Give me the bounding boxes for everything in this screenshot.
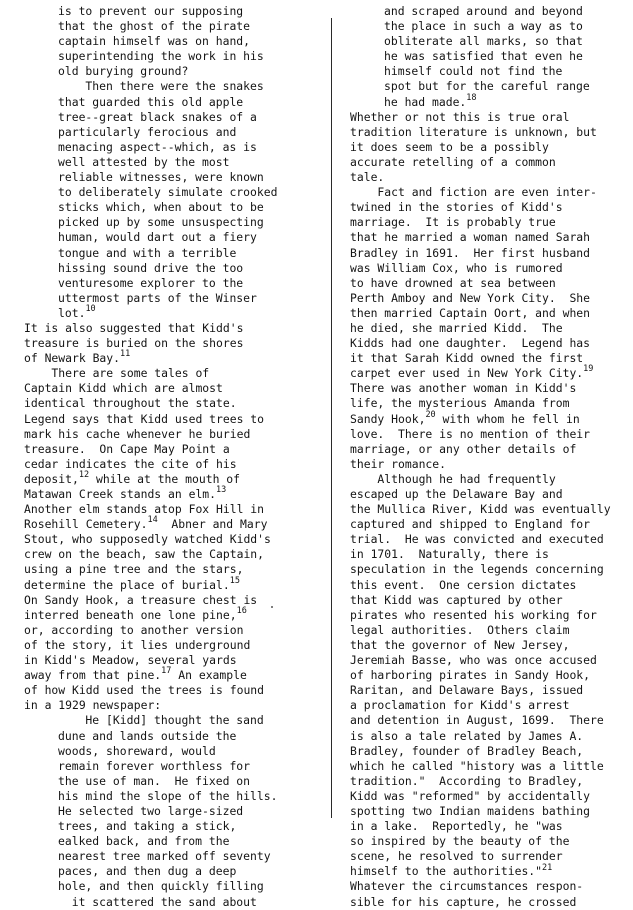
text-line: mark his cache whenever he buried (24, 426, 251, 441)
text-line: life, the mysterious Amanda from (350, 396, 570, 411)
text-line: hole, and then quickly filling (58, 879, 264, 894)
text-line: deposit,$^{12}$ while at the mouth of (24, 470, 240, 486)
text-line: old burying ground? (58, 64, 189, 79)
text-line: Sandy Hook,$^{20}$ with whom he fell in (350, 409, 580, 426)
footnote-ref: 20 (425, 409, 436, 420)
text-line: it that Sarah Kidd owned the first (350, 351, 584, 366)
text-line: speculation in the legends concerning (350, 562, 604, 577)
text-line: tree--great black snakes of a (58, 109, 257, 124)
text-line: pirates who resented his working for (350, 607, 597, 622)
footnote-ref: 12 (78, 470, 90, 481)
text-line: so inspired by the beauty of the (350, 834, 570, 849)
text-line: to deliberately simulate crooked (58, 185, 278, 200)
text-line: It is also suggested that Kidd's (24, 320, 244, 335)
text-line: legal authorities. Others claim (350, 622, 570, 637)
text-line: carpet ever used in New York City.$^{19}$ (350, 364, 594, 381)
text-line: identical throughout the state. (24, 396, 237, 411)
text-line: captured and shipped to England for (350, 517, 591, 532)
text-line: Kidds had one daughter. Legend has (350, 336, 591, 351)
text-line: tradition." According to Bradley, (350, 773, 584, 788)
text-line: dune and lands outside the (58, 728, 237, 743)
text-line: scene, he resolved to surrender (350, 849, 563, 864)
text-line: trees, and taking a stick, (58, 819, 237, 834)
text-line: He selected two large-sized (58, 803, 244, 818)
footnote-ref: 14 (147, 515, 158, 526)
text-line: of harboring pirates in Sandy Hook, (350, 668, 591, 683)
footnote-ref: 10 (85, 304, 96, 315)
text-line: Raritan, and Delaware Bays, issued (350, 683, 584, 698)
paragraph (24, 321, 320, 713)
text-line: that the ghost of the pirate (58, 19, 251, 34)
block-quote (350, 4, 620, 110)
text-line: is to prevent our supposing (58, 4, 244, 18)
text-line: in a lake. Reportedly, he "was (350, 819, 563, 834)
text-line: Rosehill Cemetery.$^{14}$ Abner and Mary (24, 515, 268, 532)
text-line: the place in such a way as to (384, 19, 583, 34)
text-line: and scraped around and beyond (384, 4, 583, 18)
column-divider (331, 18, 332, 818)
text-line: On Sandy Hook, a treasure chest is (24, 592, 258, 607)
text-line: to have drowned at sea between (350, 275, 556, 290)
text-line: of Newark Bay.$^{11}$ (24, 349, 131, 366)
text-line: tongue and with a terrible (58, 245, 237, 260)
text-line: which he called "history was a little (350, 758, 604, 773)
text-line: Whatever the circumstances respon- (350, 879, 584, 894)
right-column (350, 4, 620, 910)
text-line: trial. He was convicted and executed (350, 532, 604, 547)
text-line: twined in the stories of Kidd's (350, 200, 563, 215)
footnote-ref: 13 (216, 485, 227, 496)
text-line: using a pine tree and the stars, (24, 562, 244, 577)
text-line: hissing sound drive the too (58, 260, 244, 275)
text-line: that guarded this old apple (58, 94, 244, 109)
text-line: sticks which, when about to be (58, 200, 264, 215)
text-line: He [Kidd] thought the sand (58, 713, 264, 728)
text-line: tradition literature is unknown, but (350, 124, 597, 139)
text-line: it does seem to be a possibly (350, 139, 549, 154)
text-line: in Kidd's Meadow, several yards (24, 653, 237, 668)
text-line: it scattered the sand about (58, 894, 257, 909)
text-line: Jeremiah Basse, who was once accused (350, 653, 597, 668)
text-line: he died, she married Kidd. The (350, 320, 563, 335)
block-quote (24, 713, 320, 909)
text-line: is also a tale related by James A. (350, 728, 584, 743)
text-line: cedar indicates the cite of his (24, 456, 237, 471)
text-line: love. There is no mention of their (350, 426, 591, 441)
text-line: obliterate all marks, so that (384, 34, 583, 49)
text-line: marriage. It is probably true (350, 215, 556, 230)
text-line: in 1701. Naturally, there is (350, 547, 549, 562)
text-line: lot.$^{10}$ (58, 304, 96, 320)
text-line: spot but for the careful range (384, 79, 590, 94)
text-line: crew on the beach, saw the Captain, (24, 547, 265, 562)
text-line: Bradley in 1691. Her first husband (350, 245, 591, 260)
text-line: Another elm stands atop Fox Hill in (24, 502, 265, 517)
block-quote (24, 4, 320, 79)
text-line: Legend says that Kidd used trees to (24, 411, 265, 426)
text-line: he was satisfied that even he (384, 49, 583, 64)
text-line: Although he had frequently (350, 471, 556, 486)
text-line: of how Kidd used the trees is found (24, 683, 265, 698)
text-line: his mind the slope of the hills. (58, 788, 278, 803)
text-line: sible for his capture, he crossed (350, 894, 577, 909)
text-line: tale. (350, 170, 385, 185)
text-line: Captain Kidd which are almost (24, 381, 223, 396)
text-line: uttermost parts of the Winser (58, 290, 257, 305)
text-line: Perth Amboy and New York City. She (350, 290, 591, 305)
left-column (24, 4, 320, 910)
text-line: accurate retelling of a common (350, 154, 556, 169)
text-line: in a 1929 newspaper: (24, 698, 162, 713)
text-line: away from that pine.$^{17}$ An example (24, 666, 247, 683)
text-line: then married Captain Oort, and when (350, 305, 591, 320)
text-line: that he married a woman named Sarah (350, 230, 591, 245)
text-line: well attested by the most (58, 154, 230, 169)
text-line: woods, shoreward, would (58, 743, 216, 758)
text-line: Stout, who supposedly watched Kidd's (24, 532, 271, 547)
text-line: captain himself was on hand, (58, 34, 251, 49)
text-line: superintending the work in his (58, 49, 264, 64)
text-line: a proclamation for Kidd's arrest (350, 698, 570, 713)
text-line: this event. One cersion dictates (350, 577, 577, 592)
text-line: the Mullica River, Kidd was eventually (350, 502, 611, 517)
text-line: treasure is buried on the shores (24, 336, 244, 351)
text-line: the use of man. He fixed on (58, 773, 251, 788)
text-line: There are some tales of (24, 366, 210, 381)
text-line: venturesome explorer to the (58, 275, 244, 290)
text-line: particularly ferocious and (58, 124, 237, 139)
footnote-ref: 21 (542, 862, 553, 873)
text-line: menacing aspect--which, as is (58, 139, 257, 154)
footnote-ref: 19 (583, 364, 594, 375)
footnote-ref: 17 (161, 666, 172, 677)
text-line: Then there were the snakes (58, 79, 264, 94)
text-line: himself could not find the (384, 64, 563, 79)
text-line: their romance. (350, 456, 447, 471)
scan-speck (271, 606, 273, 608)
text-line: spotting two Indian maidens bathing (350, 803, 591, 818)
text-line: nearest tree marked off seventy (58, 849, 271, 864)
block-quote (24, 79, 320, 321)
text-line: Bradley, founder of Bradley Beach, (350, 743, 584, 758)
text-line: determine the place of burial.$^{15}$ (24, 575, 240, 592)
footnote-ref: 16 (236, 605, 247, 616)
footnote-ref: 11 (120, 349, 131, 360)
text-line: or, according to another version (24, 622, 244, 637)
text-line: ealked back, and from the (58, 834, 230, 849)
text-line: Whether or not this is true oral (350, 109, 570, 124)
text-line: and detention in August, 1699. There (350, 713, 604, 728)
text-line: remain forever worthless for (58, 758, 251, 773)
text-line: There was another woman in Kidd's (350, 381, 577, 396)
text-line: he had made.$^{18}$ (384, 92, 477, 109)
text-line: marriage, or any other details of (350, 441, 577, 456)
text-line: was William Cox, who is rumored (350, 260, 563, 275)
text-line: paces, and then dug a deep (58, 864, 237, 879)
footnote-ref: 15 (229, 575, 240, 586)
text-line: that the governor of New Jersey, (350, 637, 570, 652)
text-line: Matawan Creek stands an elm.$^{13}$ (24, 485, 227, 501)
text-line: of the story, it lies underground (24, 637, 251, 652)
paragraph (350, 110, 620, 910)
footnote-ref: 18 (466, 92, 477, 103)
text-line: human, would dart out a fiery (58, 230, 257, 245)
text-line: picked up by some unsuspecting (58, 215, 264, 230)
text-line: interred beneath one lone pine,$^{16}$ (24, 605, 247, 622)
text-line: Kidd was "reformed" by accidentally (350, 788, 591, 803)
text-line: escaped up the Delaware Bay and (350, 487, 563, 501)
text-line: Fact and fiction are even inter- (350, 185, 597, 200)
text-line: that Kidd was captured by other (350, 592, 563, 607)
text-line: treasure. On Cape May Point a (24, 441, 230, 456)
text-line: reliable witnesses, were known (58, 170, 264, 185)
text-line: himself to the authorities."$^{21}$ (350, 862, 553, 879)
